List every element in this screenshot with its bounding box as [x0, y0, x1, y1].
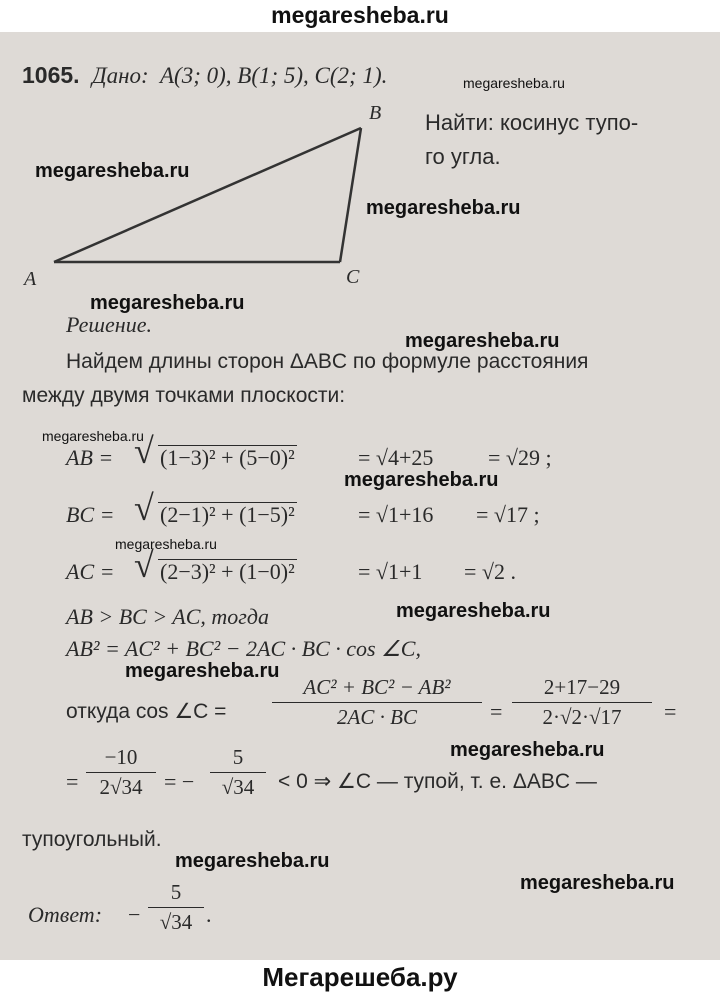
ab-rhs-2: = √29 ;	[488, 445, 552, 470]
ab-radicand: (1−3)² + (5−0)²	[160, 445, 295, 470]
find-line-2: го угла.	[425, 144, 501, 169]
triangle-figure	[20, 97, 400, 297]
watermark: megaresheba.ru	[450, 739, 605, 761]
fraction-3: −10 2√34	[86, 745, 156, 800]
ab-rhs-1: = √4+25	[358, 445, 434, 470]
bc-radicand: (2−1)² + (1−5)²	[160, 502, 295, 527]
answer-fraction: 5 √34	[148, 880, 204, 935]
sqrt-sign-ac: √	[134, 545, 154, 585]
watermark: megaresheba.ru	[35, 160, 190, 182]
law-of-cosines: AB² = AC² + BC² − 2AC · BC · cos ∠C,	[66, 636, 421, 661]
side-ab	[54, 128, 361, 262]
answer-sign: −	[128, 902, 141, 927]
ac-rhs-2: = √2 .	[464, 559, 516, 584]
header-site-name: megaresheba.ru	[0, 0, 720, 32]
watermark: megaresheba.ru	[396, 600, 551, 622]
watermark: megaresheba.ru	[175, 850, 330, 872]
sqrt-sign-ab: √	[134, 431, 154, 471]
problem-number: 1065.	[22, 62, 80, 88]
side-bc	[340, 128, 361, 262]
equals-1: =	[490, 699, 503, 724]
watermark: megaresheba.ru	[405, 330, 560, 352]
given-points: A(3; 0), B(1; 5), C(2; 1).	[160, 63, 388, 88]
footer-site-name: Мегарешеба.ру	[0, 960, 720, 995]
answer-dot: .	[206, 902, 212, 927]
intro-line-1: Найдем длины сторон ΔABC по формуле расстояния	[66, 350, 589, 373]
ac-rhs-1: = √1+1	[358, 559, 423, 584]
fraction-2: 2+17−29 2·√2·√17	[512, 675, 652, 730]
find-line-1: Найти: косинус тупо-	[425, 110, 639, 135]
equals-2: =	[664, 699, 677, 724]
ac-radicand: (2−3)² + (1−0)²	[160, 559, 295, 584]
intro-line-2: между двумя точками плоскости:	[22, 384, 346, 407]
watermark: megaresheba.ru	[115, 536, 217, 552]
vertex-label-b: B	[369, 102, 382, 124]
compare-line: AB > BC > AC, тогда	[66, 604, 269, 629]
ab-lhs: AB =	[66, 445, 114, 470]
bc-rhs-1: = √1+16	[358, 502, 434, 527]
textbook-page	[0, 32, 720, 960]
sqrt-sign-bc: √	[134, 488, 154, 528]
solution-heading: Решение.	[66, 312, 152, 337]
vertex-label-a: A	[24, 268, 37, 290]
vertex-label-c: C	[346, 266, 360, 288]
answer-label: Ответ:	[28, 902, 103, 927]
fraction-4: 5 √34	[210, 745, 266, 800]
watermark: megaresheba.ru	[125, 660, 280, 682]
watermark: megaresheba.ru	[90, 292, 245, 314]
watermark: megaresheba.ru	[463, 75, 565, 91]
conclusion-line: < 0 ⇒ ∠C — тупой, т. е. ΔABC —	[278, 770, 597, 793]
whence-label: откуда cos ∠C =	[66, 700, 227, 723]
watermark: megaresheba.ru	[520, 872, 675, 894]
watermark: megaresheba.ru	[344, 469, 499, 491]
watermark: megaresheba.ru	[42, 428, 144, 444]
fraction-1: AC² + BC² − AB² 2AC · BC	[272, 675, 482, 730]
equals-3: =	[66, 769, 79, 794]
equals-4: = −	[164, 769, 195, 794]
conclusion-line-2: тупоугольный.	[22, 828, 162, 851]
bc-lhs: BC =	[66, 502, 115, 527]
watermark: megaresheba.ru	[366, 197, 521, 219]
ac-lhs: AC =	[66, 559, 115, 584]
bc-rhs-2: = √17 ;	[476, 502, 540, 527]
given-label: Дано:	[92, 63, 149, 88]
